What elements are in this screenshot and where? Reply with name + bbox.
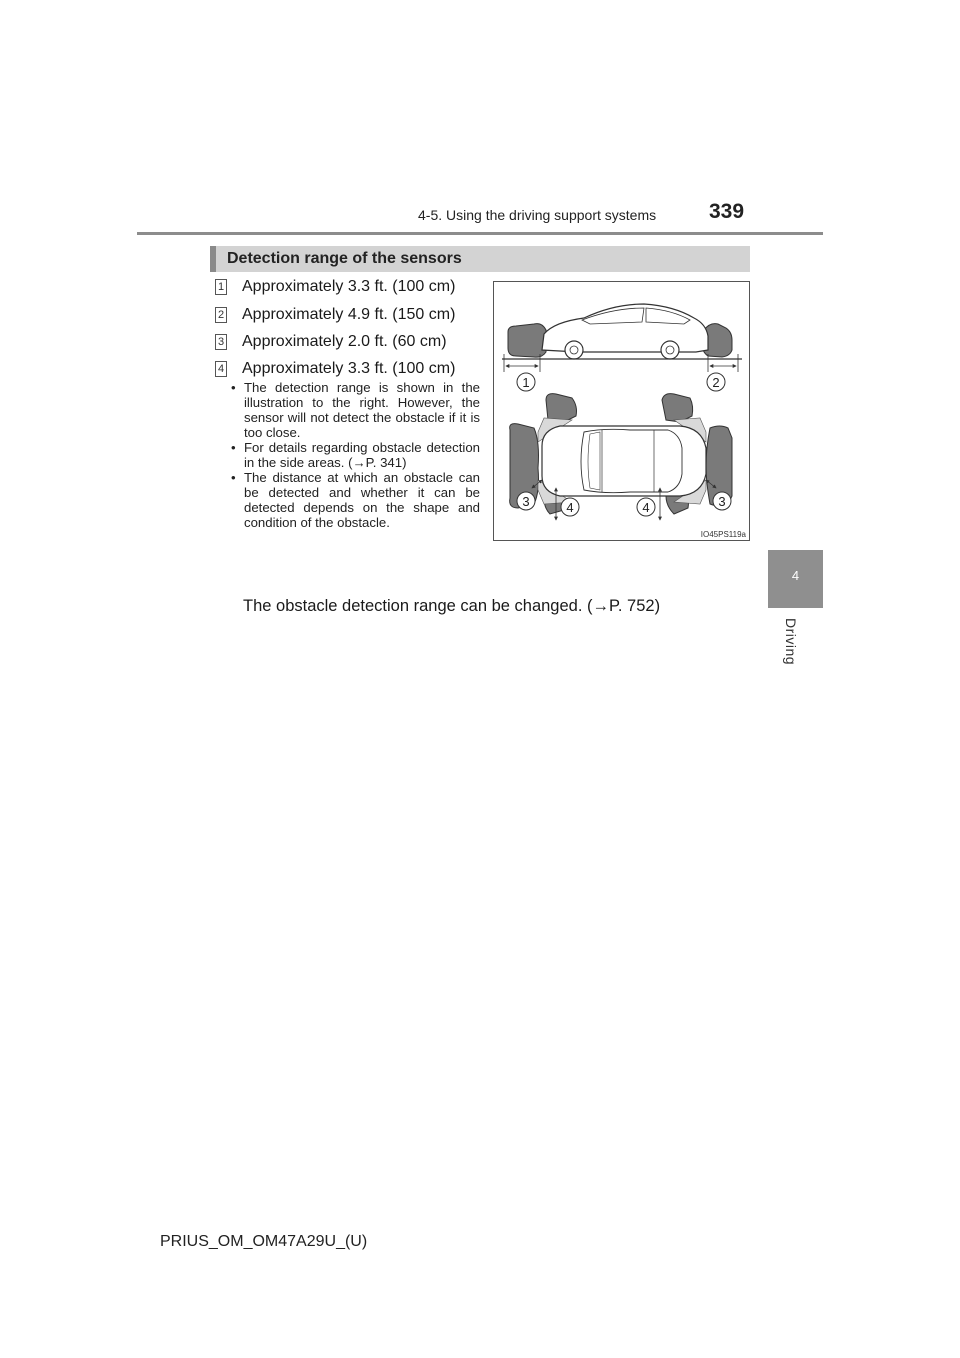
list-item — [215, 360, 455, 378]
side-view — [502, 304, 742, 391]
top-view — [510, 394, 732, 520]
chapter-tab-label: Driving — [783, 618, 799, 666]
item-text: Approximately 2.0 ft. (60 cm) — [242, 333, 447, 350]
range-change-note: The obstacle detection range can be changed. (→P. 752) — [243, 597, 661, 615]
front-sensor-zone-side — [508, 324, 546, 358]
item-number: 3 — [215, 334, 227, 350]
callout-4-front-label: 4 — [566, 500, 574, 515]
callout-1-label: 1 — [522, 375, 530, 390]
chapter-tab — [768, 550, 823, 608]
note-item: • The detection range is shown in the illustration to the right. However, the sensor will not detect the obstacle if it is too close. — [228, 380, 480, 440]
callout-4-rear-label: 4 — [642, 500, 650, 515]
car-top-body — [542, 426, 706, 496]
callout-2-label: 2 — [712, 375, 720, 390]
figure-code: IO45PS119a — [700, 530, 746, 539]
rear-left-corner-zone — [662, 394, 693, 422]
list-item — [215, 306, 455, 324]
callout-3-rear-label: 3 — [718, 494, 726, 509]
sensor-diagram — [494, 282, 749, 540]
document-id: PRIUS_OM_OM47A29U_(U) — [160, 1233, 368, 1250]
list-item — [215, 333, 447, 351]
list-item — [215, 278, 455, 296]
note-item: • For details regarding obstacle detection in the side areas. (→P. 341) — [228, 440, 480, 470]
note-item: • The distance at which an obstacle can be detected and whether it can be detected depends on the shape and condition of the obstacle. — [228, 470, 480, 530]
callout-3-front-label: 3 — [522, 494, 530, 509]
page-number: 339 — [709, 200, 745, 223]
section-heading-text: Detection range of the sensors — [227, 250, 462, 267]
item-number: 2 — [215, 307, 227, 323]
rear-wheel — [661, 341, 679, 359]
item-text: Approximately 3.3 ft. (100 cm) — [242, 360, 456, 377]
item-text: Approximately 4.9 ft. (150 cm) — [242, 306, 456, 323]
sensor-range-illustration — [493, 281, 750, 541]
item-text: Approximately 3.3 ft. (100 cm) — [242, 278, 456, 295]
header-section-title: 4-5. Using the driving support systems — [418, 207, 657, 223]
front-left-corner-zone — [546, 394, 577, 422]
notes-list — [228, 380, 480, 530]
section-heading — [210, 246, 750, 272]
front-wheel — [565, 341, 583, 359]
header-rule — [137, 232, 823, 235]
item-number: 4 — [215, 361, 227, 377]
item-number: 1 — [215, 279, 227, 295]
chapter-tab-number: 4 — [791, 568, 800, 583]
